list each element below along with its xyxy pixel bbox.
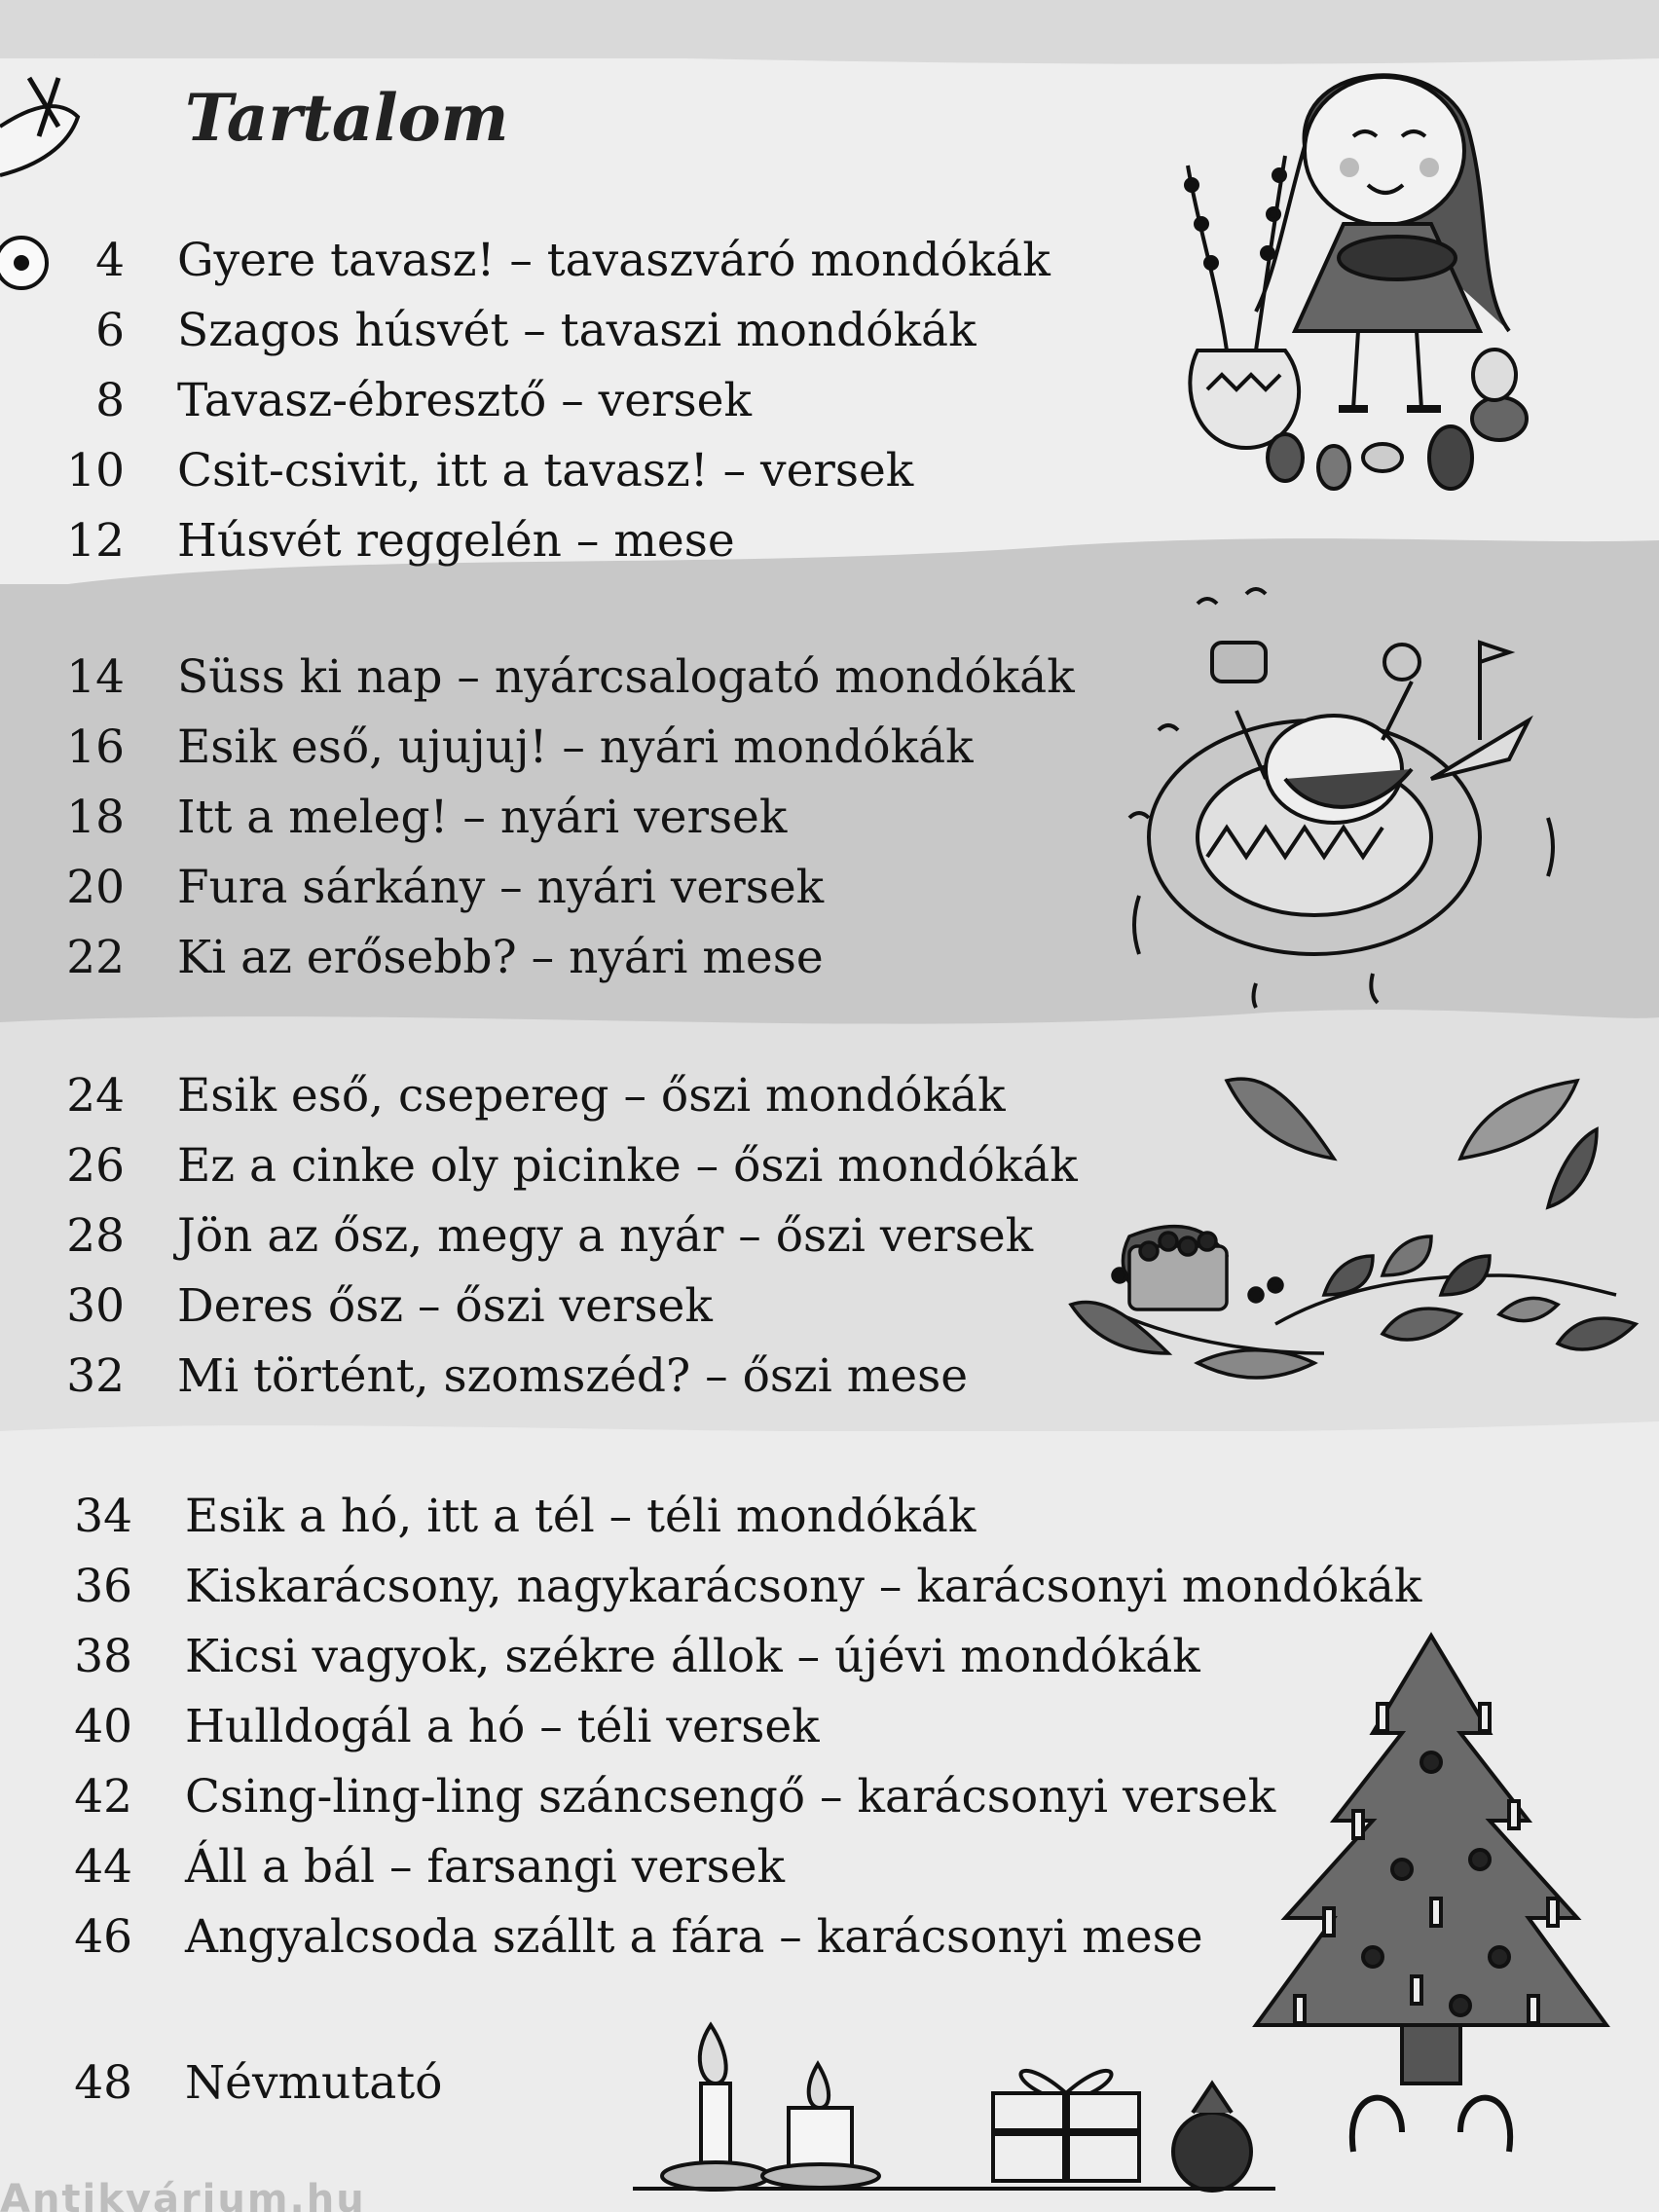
toc-entry[interactable] (33, 1209, 1033, 1272)
page-number: 34 (74, 1490, 132, 1543)
girl-with-easter-eggs-illustration (1159, 39, 1567, 497)
entry-title: Angyalcsoda szállt a fára – karácsonyi mese (185, 1910, 1203, 1964)
page-number: 42 (74, 1770, 132, 1824)
entry-title: Jön az ősz, megy a nyár – őszi versek (177, 1209, 1034, 1263)
page-number: 16 (66, 720, 125, 774)
entry-title: Hulldogál a hó – téli versek (185, 1700, 820, 1753)
page-number: 38 (74, 1630, 132, 1683)
entry-title: Kiskarácsony, nagykarácsony – karácsonyi mondókák (185, 1560, 1422, 1613)
toc-entry[interactable] (33, 304, 977, 366)
page-number: 48 (74, 2056, 132, 2110)
entry-title: Esik eső, ujujuj! – nyári mondókák (177, 720, 974, 774)
watermark: Antikvárium.hu (0, 2177, 366, 2212)
page-number: 32 (66, 1349, 125, 1403)
christmas-tree-illustration (1236, 1626, 1626, 2171)
entry-title: Fura sárkány – nyári versek (177, 861, 825, 914)
entry-title: Esik a hó, itt a tél – téli mondókák (185, 1490, 977, 1543)
page-number: 26 (66, 1139, 125, 1193)
entry-title: Csing-ling-ling száncsengő – karácsonyi versek (185, 1770, 1276, 1824)
entry-title: Ki az erősebb? – nyári mese (177, 931, 824, 984)
toc-entry[interactable] (33, 1139, 1078, 1201)
toc-entry[interactable] (41, 1910, 1203, 1972)
page-number: 8 (95, 374, 125, 427)
toc-entry[interactable] (33, 650, 1075, 713)
entry-title: Névmutató (185, 2056, 443, 2110)
entry-title: Esik eső, csepereg – őszi mondókák (177, 1069, 1006, 1123)
toc-entry[interactable] (41, 1630, 1200, 1692)
toc-entry[interactable] (33, 1069, 1006, 1131)
page-number: 30 (66, 1279, 125, 1333)
toc-entry[interactable] (33, 1279, 713, 1342)
toc-entry[interactable] (33, 374, 752, 436)
page-number: 24 (66, 1069, 125, 1123)
autumn-leaves-illustration (1032, 1032, 1655, 1402)
toc-entry[interactable] (33, 791, 787, 853)
page-number: 14 (66, 650, 125, 704)
page-number: 12 (66, 514, 125, 568)
candles-and-gifts-illustration (633, 2015, 1275, 2200)
toc-entry[interactable] (33, 444, 913, 506)
page-number: 46 (74, 1910, 132, 1964)
toc-entry[interactable] (33, 514, 735, 576)
child-in-swim-ring-illustration (1120, 574, 1587, 1022)
entry-title: Deres ősz – őszi versek (177, 1279, 713, 1333)
page-number: 18 (66, 791, 125, 844)
toc-entry[interactable] (33, 931, 824, 993)
toc-title: Tartalom (185, 80, 509, 156)
toc-entry[interactable] (41, 1560, 1421, 1622)
toc-entry[interactable] (33, 720, 974, 783)
entry-title: Süss ki nap – nyárcsalogató mondókák (177, 650, 1075, 704)
toc-entry[interactable] (33, 1349, 968, 1412)
toc-entry[interactable] (41, 1840, 785, 1902)
entry-title: Itt a meleg! – nyári versek (177, 791, 788, 844)
entry-title: Tavasz-ébresztő – versek (177, 374, 752, 427)
toc-entry[interactable] (41, 1700, 820, 1762)
entry-title: Csit-csivit, itt a tavasz! – versek (177, 444, 914, 498)
toc-entry[interactable] (41, 2056, 442, 2119)
entry-title: Gyere tavasz! – tavaszváró mondókák (177, 234, 1051, 287)
page-number: 44 (74, 1840, 132, 1894)
entry-title: Mi történt, szomszéd? – őszi mese (177, 1349, 969, 1403)
page-number: 40 (74, 1700, 132, 1753)
entry-title: Szagos húsvét – tavaszi mondókák (177, 304, 977, 357)
toc-entry[interactable] (33, 861, 824, 923)
page-number: 20 (66, 861, 125, 914)
toc-entry[interactable] (33, 234, 1051, 296)
page-number: 4 (95, 234, 125, 287)
entry-title: Kicsi vagyok, székre állok – újévi mondókák (185, 1630, 1200, 1683)
page-number: 22 (66, 931, 125, 984)
entry-title: Húsvét reggelén – mese (177, 514, 735, 568)
page-number: 36 (74, 1560, 132, 1613)
toc-entry[interactable] (41, 1490, 976, 1552)
entry-title: Áll a bál – farsangi versek (185, 1840, 786, 1894)
entry-title: Ez a cinke oly picinke – őszi mondókák (177, 1139, 1078, 1193)
page-number: 28 (66, 1209, 125, 1263)
toc-entry[interactable] (41, 1770, 1275, 1832)
page-number: 10 (66, 444, 125, 498)
page-number: 6 (95, 304, 125, 357)
